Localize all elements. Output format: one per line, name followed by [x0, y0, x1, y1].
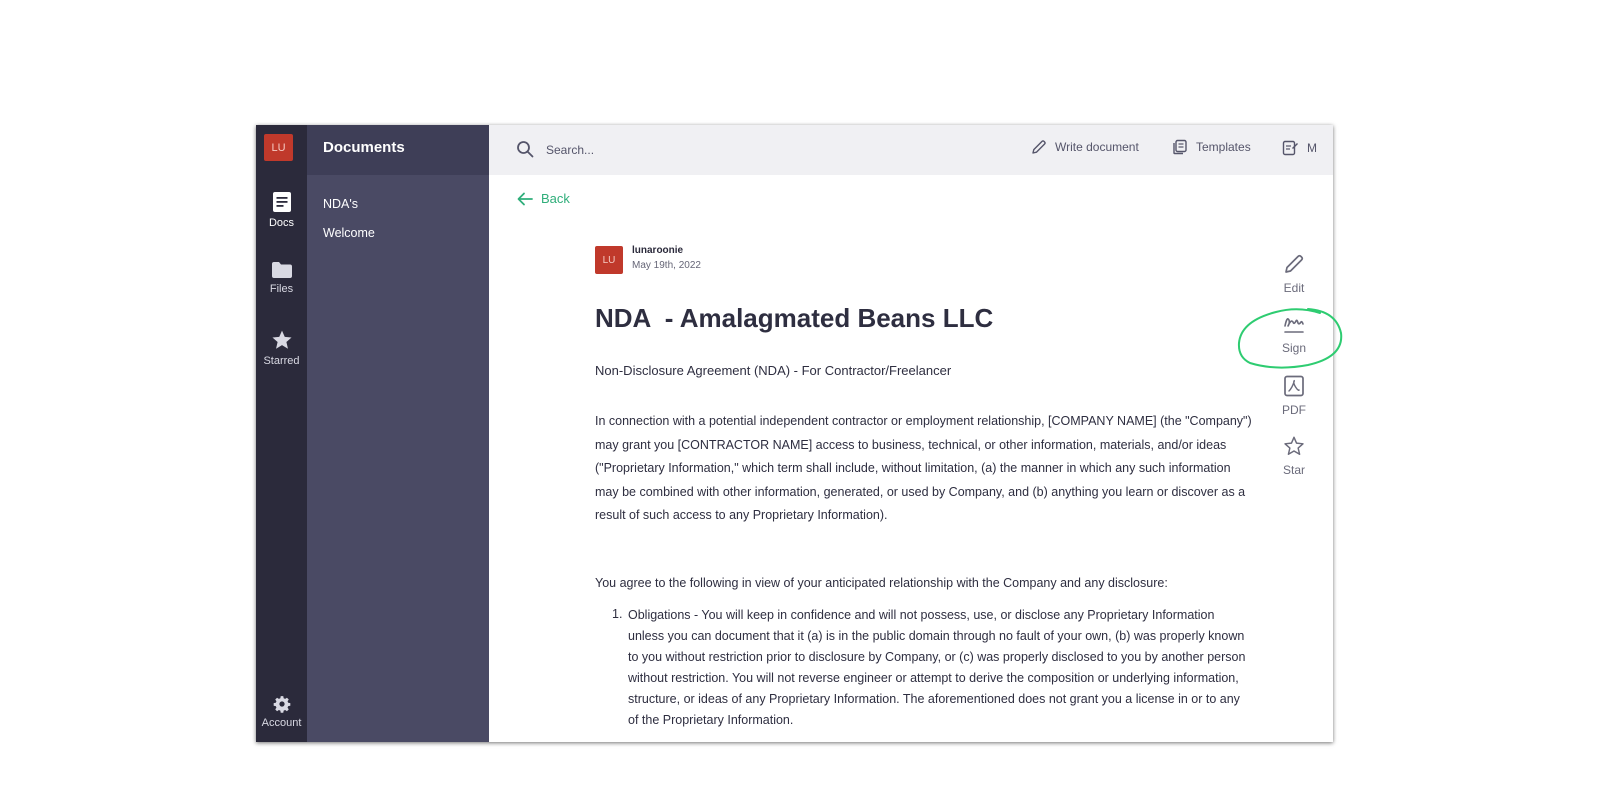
write-document-button[interactable]: [1031, 139, 1139, 155]
star-action[interactable]: [1259, 435, 1329, 477]
folder-item-welcome[interactable]: Welcome: [323, 226, 375, 240]
document-subtitle: Non-Disclosure Agreement (NDA) - For Contractor/Freelancer: [595, 363, 952, 378]
pdf-icon: [1283, 375, 1305, 397]
edit-label: Edit: [1283, 281, 1305, 295]
sign-highlight-circle: [1236, 305, 1344, 371]
more-label: M: [1307, 140, 1317, 155]
folder-item-ndas[interactable]: NDA's: [323, 197, 359, 211]
rail-item-label: Files: [269, 283, 294, 295]
back-label: Back: [541, 191, 570, 206]
back-button[interactable]: [517, 191, 570, 206]
folder-panel-title: Documents: [323, 139, 405, 156]
document-title: NDA - Amalagmated Beans LLC: [595, 303, 994, 333]
top-toolbar: [489, 125, 1333, 175]
nav-rail: [256, 125, 307, 742]
folder-icon: [271, 261, 293, 279]
rail-item-label: Account: [261, 717, 302, 729]
write-document-label: Write document: [1055, 140, 1139, 154]
templates-label: Templates: [1196, 140, 1251, 154]
pdf-label: PDF: [1282, 403, 1306, 417]
gear-icon: [273, 695, 291, 713]
star-label: Star: [1282, 463, 1305, 477]
pencil-icon: [1283, 253, 1305, 275]
rail-item-starred[interactable]: [256, 329, 307, 367]
search-input[interactable]: Search...: [546, 143, 595, 157]
docs-icon: [272, 191, 292, 213]
pdf-action[interactable]: [1259, 375, 1329, 417]
list-item: Obligations - You will keep in confidence and will not possess, use, or disclose any Proprietary Information unless you can document that it (a) is in the public domain through no fault of your own, (b) was properly known to you without restriction prior to disclosure by Company, or (c) was properly disclosed to you by another person without restriction. You will not reverse engineer or attempt to derive the composition or underlying information, structure, or ideas of any Proprietary Information. The aforementioned does not grant you a license in or to any of the Proprietary Information.: [628, 608, 1246, 727]
user-avatar[interactable]: LU: [264, 134, 293, 161]
app-window: [256, 125, 1333, 742]
folder-panel: [307, 125, 489, 742]
sign-label: Sign: [1281, 341, 1307, 355]
rail-item-label: Docs: [268, 217, 295, 229]
arrow-left-icon: [517, 192, 533, 206]
more-button[interactable]: [1282, 139, 1317, 156]
rail-item-label: Starred: [263, 355, 300, 367]
author-avatar: LU: [595, 246, 623, 274]
rail-item-account[interactable]: [256, 695, 307, 729]
rail-item-docs[interactable]: [256, 191, 307, 229]
rail-item-files[interactable]: [256, 261, 307, 295]
pencil-icon: [1031, 139, 1047, 155]
star-outline-icon: [1282, 435, 1306, 457]
list-number: 1.: [612, 607, 623, 621]
author-date: May 19th, 2022: [632, 260, 701, 271]
templates-icon: [1172, 139, 1188, 155]
main-content: [489, 125, 1333, 742]
document-paragraph: You agree to the following in view of your anticipated relationship with the Company and any disclosure:: [595, 576, 1168, 590]
note-edit-icon: [1282, 139, 1299, 156]
author-name: lunaroonie: [632, 245, 684, 256]
document-paragraph: In connection with a potential independent contractor or employment relationship, [COMPANY NAME] (the "Company") may grant you [CONTRACTOR NAME] access to business, technical, or other information, materials, and/or ideas ("Proprietary Information," which term shall include, without limitation, (a) the manner in which any such information may be combined with other information, generated, or used by Company, and (b) anything you learn or discover as a result of such access to any Proprietary Information).: [595, 414, 1252, 522]
edit-action[interactable]: [1259, 253, 1329, 295]
search-icon[interactable]: [516, 140, 534, 158]
star-icon: [271, 329, 293, 351]
templates-button[interactable]: [1172, 139, 1251, 155]
